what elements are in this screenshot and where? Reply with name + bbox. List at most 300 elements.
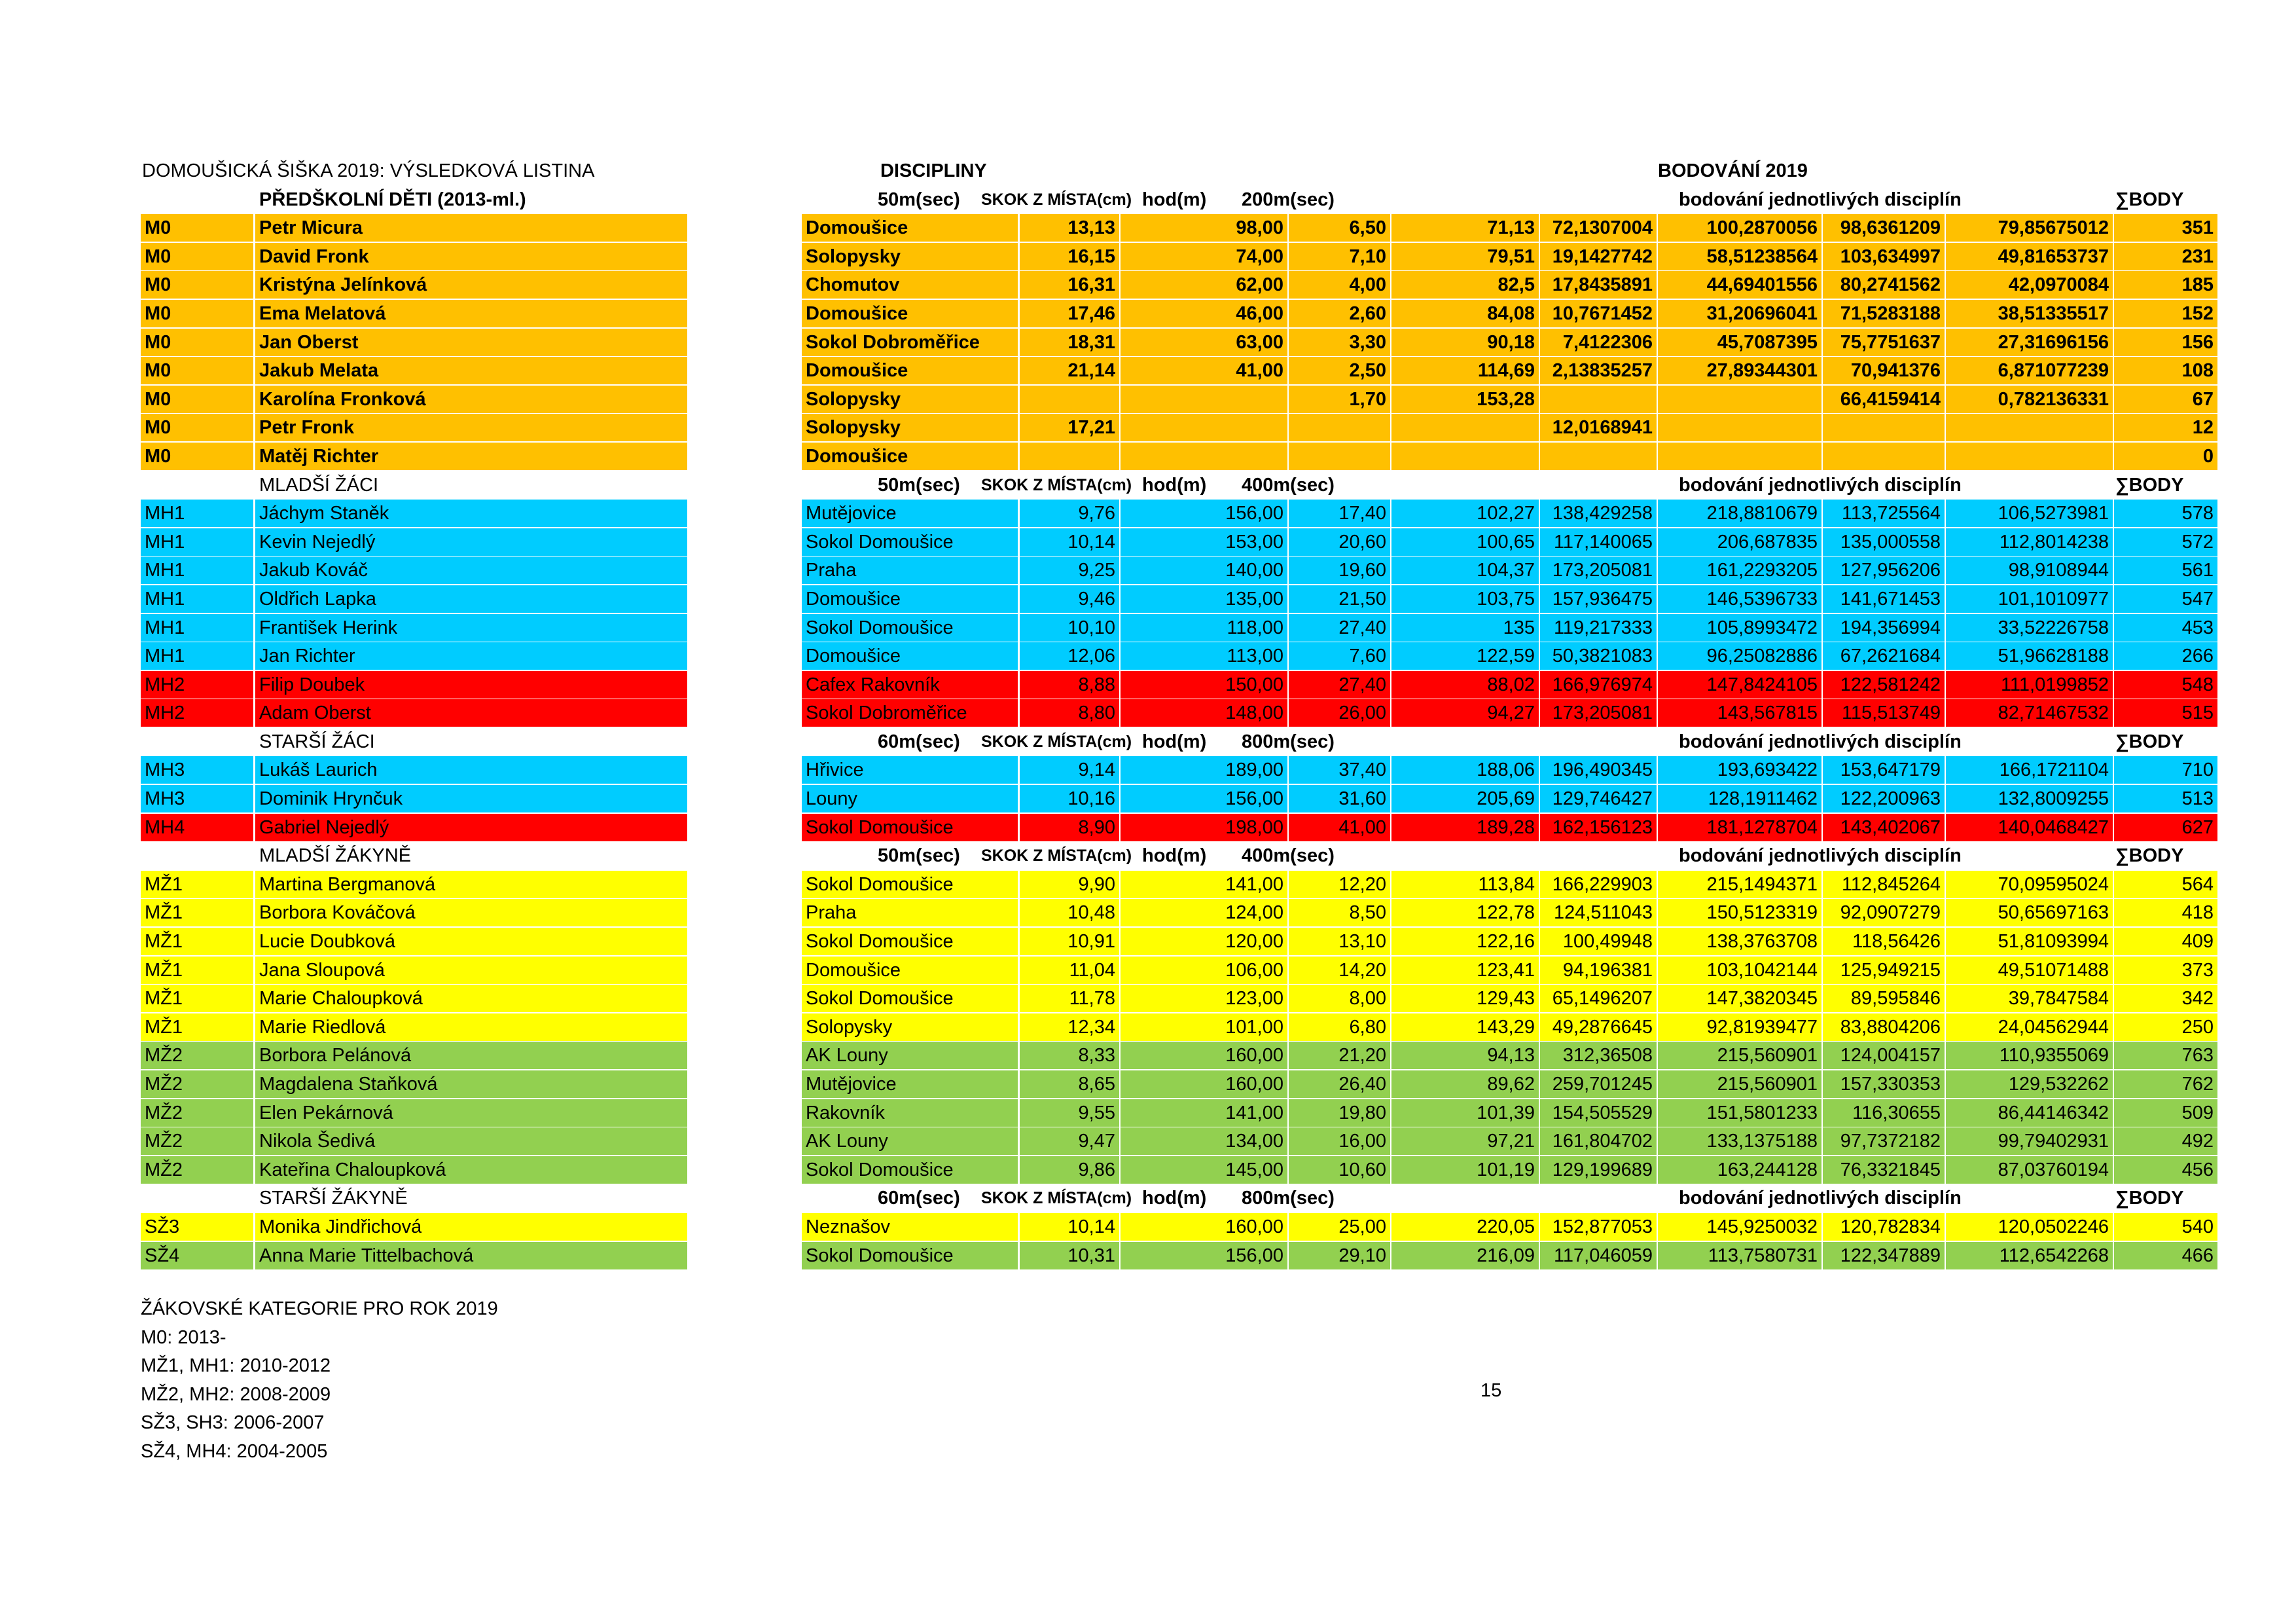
result-value: 166,229903 — [1540, 871, 1657, 898]
result-row — [141, 500, 2214, 528]
result-value: 99,79402931 — [1946, 1127, 2113, 1155]
result-value: 38,51335517 — [1946, 300, 2113, 327]
result-value: 41,00 — [1289, 814, 1390, 841]
athlete-name: Monika Jindřichová — [259, 1216, 422, 1237]
result-value: 160,00 — [1121, 1070, 1287, 1098]
section-header-row — [141, 471, 2184, 500]
result-value: 31,20696041 — [1658, 300, 1821, 327]
result-value: 122,347889 — [1823, 1242, 1945, 1269]
column-header: ∑BODY — [2115, 731, 2184, 752]
athlete-name: Matěj Richter — [259, 445, 379, 467]
result-value: 65,1496207 — [1540, 985, 1657, 1012]
result-value: 135 — [1391, 614, 1539, 642]
result-value: 14,20 — [1289, 957, 1390, 984]
result-value: 9,90 — [1020, 871, 1119, 898]
result-value — [1121, 443, 1287, 470]
column-header: 200m(sec) — [1242, 189, 1335, 210]
category-code: MŽ1 — [141, 928, 253, 955]
result-value: 125,949215 — [1823, 957, 1945, 984]
results-sections — [141, 186, 2214, 1271]
result-value: 193,693422 — [1658, 756, 1821, 784]
column-header: bodování jednotlivých disciplín — [1679, 1188, 1962, 1209]
result-value: 37,40 — [1289, 756, 1390, 784]
result-value: 24,04562944 — [1946, 1013, 2113, 1041]
result-value: 196,490345 — [1540, 756, 1657, 784]
athlete-name: František Herink — [259, 617, 398, 638]
athlete-name: Jakub Kováč — [259, 560, 368, 581]
results-sheet — [141, 157, 2214, 1270]
result-value — [1946, 414, 2113, 441]
result-value — [1946, 443, 2113, 470]
club-name: Sokol Domoušice — [802, 871, 1018, 898]
category-code: MH1 — [141, 614, 253, 642]
category-code: M0 — [141, 443, 253, 470]
result-value: 76,3321845 — [1823, 1156, 1945, 1184]
result-value: 98,00 — [1121, 214, 1287, 242]
result-value: 147,3820345 — [1658, 985, 1821, 1012]
result-value — [1540, 443, 1657, 470]
result-value — [1823, 414, 1945, 441]
result-value: 49,2876645 — [1540, 1013, 1657, 1041]
column-header: 800m(sec) — [1242, 1188, 1335, 1209]
category-code: SŽ3 — [141, 1213, 253, 1241]
total-points: 266 — [2114, 642, 2217, 670]
total-points: 572 — [2114, 528, 2217, 556]
athlete-name: Jakub Melata — [259, 360, 379, 382]
result-value: 8,80 — [1020, 699, 1119, 727]
result-value: 2,60 — [1289, 300, 1390, 327]
result-value: 10,60 — [1289, 1156, 1390, 1184]
category-code: MH1 — [141, 556, 253, 584]
category-code: MŽ2 — [141, 1042, 253, 1069]
total-points: 564 — [2114, 871, 2217, 898]
category-code: MŽ1 — [141, 899, 253, 926]
athlete-name: Borbora Pelánová — [259, 1045, 412, 1067]
club-name: Praha — [802, 899, 1018, 926]
result-value: 16,15 — [1020, 243, 1119, 270]
athlete-name: David Fronk — [259, 246, 369, 267]
result-value: 110,9355069 — [1946, 1042, 2113, 1069]
result-value: 215,560901 — [1658, 1042, 1821, 1069]
category-code: MH2 — [141, 671, 253, 699]
result-value: 134,00 — [1121, 1127, 1287, 1155]
result-value: 2,13835257 — [1540, 357, 1657, 384]
result-value: 205,69 — [1391, 785, 1539, 812]
athlete-name: Karolína Fronková — [259, 388, 426, 410]
athlete-name: Jana Sloupová — [259, 959, 385, 981]
category-code: MŽ1 — [141, 871, 253, 898]
result-value: 162,156123 — [1540, 814, 1657, 841]
result-value: 13,10 — [1289, 928, 1390, 955]
result-value: 124,00 — [1121, 899, 1287, 926]
athlete-name: Kevin Nejedlý — [259, 531, 376, 553]
column-header: ∑BODY — [2115, 1188, 2184, 1209]
athlete-name: Lukáš Laurich — [259, 759, 378, 781]
result-value: 7,4122306 — [1540, 329, 1657, 356]
result-value: 140,00 — [1121, 556, 1287, 584]
result-value: 7,10 — [1289, 243, 1390, 270]
result-value: 89,62 — [1391, 1070, 1539, 1098]
category-code: SŽ4 — [141, 1242, 253, 1269]
result-value: 79,85675012 — [1946, 214, 2113, 242]
result-value: 1,70 — [1289, 386, 1390, 413]
result-row — [141, 300, 2214, 329]
result-row — [141, 785, 2214, 814]
category-code: MH4 — [141, 814, 253, 841]
athlete-name: Adam Oberst — [259, 702, 371, 724]
result-value: 90,18 — [1391, 329, 1539, 356]
category-code: MŽ2 — [141, 1099, 253, 1127]
result-value: 123,41 — [1391, 957, 1539, 984]
result-value: 124,004157 — [1823, 1042, 1945, 1069]
category-code: MŽ2 — [141, 1127, 253, 1155]
section-header-row — [141, 728, 2184, 757]
total-points: 12 — [2114, 414, 2217, 441]
result-value: 129,43 — [1391, 985, 1539, 1012]
result-value: 21,14 — [1020, 357, 1119, 384]
result-value — [1020, 386, 1119, 413]
result-value: 157,330353 — [1823, 1070, 1945, 1098]
athlete-name: Jan Richter — [259, 646, 355, 667]
result-value: 94,27 — [1391, 699, 1539, 727]
category-title: PŘEDŠKOLNÍ DĚTI (2013-ml.) — [259, 189, 526, 210]
footer-line: M0: 2013- — [141, 1326, 226, 1348]
result-value: 17,40 — [1289, 500, 1390, 527]
column-header: hod(m) — [1142, 731, 1207, 752]
result-value: 160,00 — [1121, 1042, 1287, 1069]
result-value: 96,25082886 — [1658, 642, 1821, 670]
total-points: 453 — [2114, 614, 2217, 642]
result-value: 19,60 — [1289, 556, 1390, 584]
result-value: 215,560901 — [1658, 1070, 1821, 1098]
result-value: 122,200963 — [1823, 785, 1945, 812]
result-value: 16,31 — [1020, 271, 1119, 299]
result-value: 103,75 — [1391, 585, 1539, 613]
result-value: 49,81653737 — [1946, 243, 2113, 270]
result-value: 198,00 — [1121, 814, 1287, 841]
athlete-name: Borbora Kováčová — [259, 902, 416, 924]
club-name: Sokol Dobroměřice — [802, 699, 1018, 727]
result-value: 163,244128 — [1658, 1156, 1821, 1184]
result-row — [141, 1242, 2214, 1271]
result-value: 104,37 — [1391, 556, 1539, 584]
result-value: 2,50 — [1289, 357, 1390, 384]
result-value: 154,505529 — [1540, 1099, 1657, 1127]
column-header: 400m(sec) — [1242, 474, 1335, 496]
club-name: Mutějovice — [802, 500, 1018, 527]
athlete-name: Marie Chaloupková — [259, 988, 423, 1010]
result-value: 10,14 — [1020, 528, 1119, 556]
result-value: 145,9250032 — [1658, 1213, 1821, 1241]
result-value: 10,31 — [1020, 1242, 1119, 1269]
result-value: 71,13 — [1391, 214, 1539, 242]
result-value: 120,782834 — [1823, 1213, 1945, 1241]
result-value: 133,1375188 — [1658, 1127, 1821, 1155]
result-value: 122,78 — [1391, 899, 1539, 926]
result-value: 127,956206 — [1823, 556, 1945, 584]
result-value: 161,2293205 — [1658, 556, 1821, 584]
result-value: 218,8810679 — [1658, 500, 1821, 527]
total-points: 231 — [2114, 243, 2217, 270]
result-value — [1658, 386, 1821, 413]
result-row — [141, 271, 2214, 300]
total-points: 762 — [2114, 1070, 2217, 1098]
result-value: 206,687835 — [1658, 528, 1821, 556]
total-points: 710 — [2114, 756, 2217, 784]
column-header: bodování jednotlivých disciplín — [1679, 474, 1962, 496]
club-name: Sokol Domoušice — [802, 928, 1018, 955]
result-row — [141, 414, 2214, 443]
category-code: M0 — [141, 214, 253, 242]
result-value: 10,48 — [1020, 899, 1119, 926]
result-value: 39,7847584 — [1946, 985, 2113, 1012]
result-value: 141,00 — [1121, 871, 1287, 898]
result-value: 70,941376 — [1823, 357, 1945, 384]
result-value: 129,532262 — [1946, 1070, 2113, 1098]
category-code: MH3 — [141, 756, 253, 784]
result-value: 156,00 — [1121, 785, 1287, 812]
result-value: 9,46 — [1020, 585, 1119, 613]
result-value: 119,217333 — [1540, 614, 1657, 642]
result-value: 166,1721104 — [1946, 756, 2113, 784]
category-code: M0 — [141, 300, 253, 327]
athlete-name: Kristýna Jelínková — [259, 274, 427, 296]
result-row — [141, 357, 2214, 386]
result-value: 92,0907279 — [1823, 899, 1945, 926]
total-points: 763 — [2114, 1042, 2217, 1069]
result-value: 112,8014238 — [1946, 528, 2113, 556]
total-points: 250 — [2114, 1013, 2217, 1041]
result-value: 11,78 — [1020, 985, 1119, 1012]
athlete-name: Filip Doubek — [259, 674, 365, 695]
result-value: 112,845264 — [1823, 871, 1945, 898]
result-value — [1289, 443, 1390, 470]
result-value: 13,13 — [1020, 214, 1119, 242]
result-value: 118,56426 — [1823, 928, 1945, 955]
result-value: 89,595846 — [1823, 985, 1945, 1012]
result-value: 150,5123319 — [1658, 899, 1821, 926]
total-points: 540 — [2114, 1213, 2217, 1241]
result-value: 88,02 — [1391, 671, 1539, 699]
result-value: 86,44146342 — [1946, 1099, 2113, 1127]
club-name: Domoušice — [802, 300, 1018, 327]
result-value: 152,877053 — [1540, 1213, 1657, 1241]
result-value: 173,205081 — [1540, 556, 1657, 584]
total-points: 456 — [2114, 1156, 2217, 1184]
column-header: bodování jednotlivých disciplín — [1679, 731, 1962, 752]
athlete-name: Magdalena Staňková — [259, 1074, 438, 1095]
column-header: hod(m) — [1142, 1188, 1207, 1209]
total-points: 561 — [2114, 556, 2217, 584]
total-points: 548 — [2114, 671, 2217, 699]
category-code: MŽ2 — [141, 1070, 253, 1098]
result-value: 44,69401556 — [1658, 271, 1821, 299]
category-code: M0 — [141, 357, 253, 384]
total-points: 185 — [2114, 271, 2217, 299]
result-value: 114,69 — [1391, 357, 1539, 384]
page-number: 15 — [1480, 1380, 1502, 1401]
result-value — [1121, 414, 1287, 441]
footer-categories — [141, 1295, 498, 1467]
result-value: 0,782136331 — [1946, 386, 2113, 413]
result-value: 103,1042144 — [1658, 957, 1821, 984]
result-row — [141, 928, 2214, 957]
result-value: 97,7372182 — [1823, 1127, 1945, 1155]
column-header: bodování jednotlivých disciplín — [1679, 189, 1962, 210]
result-row — [141, 556, 2214, 585]
result-value: 312,36508 — [1540, 1042, 1657, 1069]
result-value: 148,00 — [1121, 699, 1287, 727]
result-value: 31,60 — [1289, 785, 1390, 812]
result-value: 87,03760194 — [1946, 1156, 2113, 1184]
athlete-name: Kateřina Chaloupková — [259, 1159, 446, 1180]
result-value: 138,429258 — [1540, 500, 1657, 527]
column-header: 50m(sec) — [878, 474, 960, 496]
result-value: 122,581242 — [1823, 671, 1945, 699]
result-value: 157,936475 — [1540, 585, 1657, 613]
column-header: 400m(sec) — [1242, 845, 1335, 867]
section-header-row — [141, 186, 2184, 215]
result-value: 79,51 — [1391, 243, 1539, 270]
result-value: 123,00 — [1121, 985, 1287, 1012]
club-name: Sokol Domoušice — [802, 1242, 1018, 1269]
result-value: 27,40 — [1289, 614, 1390, 642]
result-value: 140,0468427 — [1946, 814, 2113, 841]
category-title: STARŠÍ ŽÁKYNĚ — [259, 1188, 408, 1209]
total-points: 409 — [2114, 928, 2217, 955]
result-value: 9,86 — [1020, 1156, 1119, 1184]
result-value: 188,06 — [1391, 756, 1539, 784]
result-value: 151,5801233 — [1658, 1099, 1821, 1127]
result-value: 27,40 — [1289, 671, 1390, 699]
result-value: 166,976974 — [1540, 671, 1657, 699]
result-row — [141, 1070, 2214, 1099]
result-row — [141, 985, 2214, 1013]
result-value: 17,8435891 — [1540, 271, 1657, 299]
result-value — [1121, 386, 1287, 413]
result-value: 9,76 — [1020, 500, 1119, 527]
result-value: 7,60 — [1289, 642, 1390, 670]
club-name: Sokol Domoušice — [802, 528, 1018, 556]
result-value: 6,871077239 — [1946, 357, 2113, 384]
result-value: 113,725564 — [1823, 500, 1945, 527]
category-code: M0 — [141, 329, 253, 356]
column-header: hod(m) — [1142, 845, 1207, 867]
result-value: 29,10 — [1289, 1242, 1390, 1269]
result-row — [141, 214, 2214, 243]
column-header: hod(m) — [1142, 474, 1207, 496]
athlete-name: Petr Fronk — [259, 417, 355, 439]
total-points: 513 — [2114, 785, 2217, 812]
result-value: 101,39 — [1391, 1099, 1539, 1127]
club-name: Domoušice — [802, 357, 1018, 384]
total-points: 466 — [2114, 1242, 2217, 1269]
total-points: 547 — [2114, 585, 2217, 613]
result-value: 98,9108944 — [1946, 556, 2113, 584]
club-name: Sokol Domoušice — [802, 814, 1018, 841]
result-value: 6,50 — [1289, 214, 1390, 242]
athlete-name: Anna Marie Tittelbachová — [259, 1245, 474, 1266]
result-value: 25,00 — [1289, 1213, 1390, 1241]
result-row — [141, 871, 2214, 900]
result-row — [141, 1127, 2214, 1156]
result-value: 46,00 — [1121, 300, 1287, 327]
result-row — [141, 814, 2214, 843]
result-value: 160,00 — [1121, 1213, 1287, 1241]
club-name: Louny — [802, 785, 1018, 812]
result-value: 75,7751637 — [1823, 329, 1945, 356]
result-value: 12,0168941 — [1540, 414, 1657, 441]
category-code: MH1 — [141, 585, 253, 613]
total-points: 627 — [2114, 814, 2217, 841]
result-value: 143,567815 — [1658, 699, 1821, 727]
result-row — [141, 614, 2214, 643]
total-points: 418 — [2114, 899, 2217, 926]
result-value: 156,00 — [1121, 500, 1287, 527]
result-value: 8,00 — [1289, 985, 1390, 1012]
result-value: 49,51071488 — [1946, 957, 2113, 984]
club-name: Domoušice — [802, 443, 1018, 470]
athlete-name: Jáchym Staněk — [259, 503, 389, 524]
result-row — [141, 756, 2214, 785]
result-value: 124,511043 — [1540, 899, 1657, 926]
result-value: 181,1278704 — [1658, 814, 1821, 841]
result-value: 62,00 — [1121, 271, 1287, 299]
athlete-name: Nikola Šedivá — [259, 1131, 376, 1152]
sheet-title: DOMOUŠICKÁ ŠIŠKA 2019: VÝSLEDKOVÁ LISTINA — [142, 160, 595, 181]
column-header: SKOK Z MÍSTA(cm) — [981, 847, 1132, 866]
result-value: 67,2621684 — [1823, 642, 1945, 670]
result-value: 115,513749 — [1823, 699, 1945, 727]
result-value: 72,1307004 — [1540, 214, 1657, 242]
result-value: 113,7580731 — [1658, 1242, 1821, 1269]
result-value: 150,00 — [1121, 671, 1287, 699]
footer-line: MŽ1, MH1: 2010-2012 — [141, 1355, 331, 1377]
result-value: 9,25 — [1020, 556, 1119, 584]
athlete-name: Lucie Doubková — [259, 931, 395, 953]
club-name: Sokol Dobroměřice — [802, 329, 1018, 356]
result-value: 101,1010977 — [1946, 585, 2113, 613]
club-name: Neznašov — [802, 1213, 1018, 1241]
result-row — [141, 585, 2214, 614]
result-value: 153,28 — [1391, 386, 1539, 413]
footer-line: SŽ3, SH3: 2006-2007 — [141, 1412, 325, 1434]
result-value: 27,31696156 — [1946, 329, 2113, 356]
result-value: 153,647179 — [1823, 756, 1945, 784]
column-header: 50m(sec) — [878, 845, 960, 867]
result-value: 92,81939477 — [1658, 1013, 1821, 1041]
result-value: 42,0970084 — [1946, 271, 2113, 299]
result-row — [141, 386, 2214, 414]
result-value: 19,1427742 — [1540, 243, 1657, 270]
result-value: 10,91 — [1020, 928, 1119, 955]
result-value: 189,28 — [1391, 814, 1539, 841]
result-value: 117,046059 — [1540, 1242, 1657, 1269]
result-row — [141, 957, 2214, 985]
category-code: MH1 — [141, 642, 253, 670]
result-value: 12,34 — [1020, 1013, 1119, 1041]
result-value: 129,746427 — [1540, 785, 1657, 812]
total-points: 509 — [2114, 1099, 2217, 1127]
result-value: 8,33 — [1020, 1042, 1119, 1069]
result-value: 189,00 — [1121, 756, 1287, 784]
result-row — [141, 1213, 2214, 1242]
club-name: Solopysky — [802, 414, 1018, 441]
category-code: MH1 — [141, 500, 253, 527]
result-value: 98,6361209 — [1823, 214, 1945, 242]
category-code: M0 — [141, 414, 253, 441]
club-name: Sokol Domoušice — [802, 614, 1018, 642]
